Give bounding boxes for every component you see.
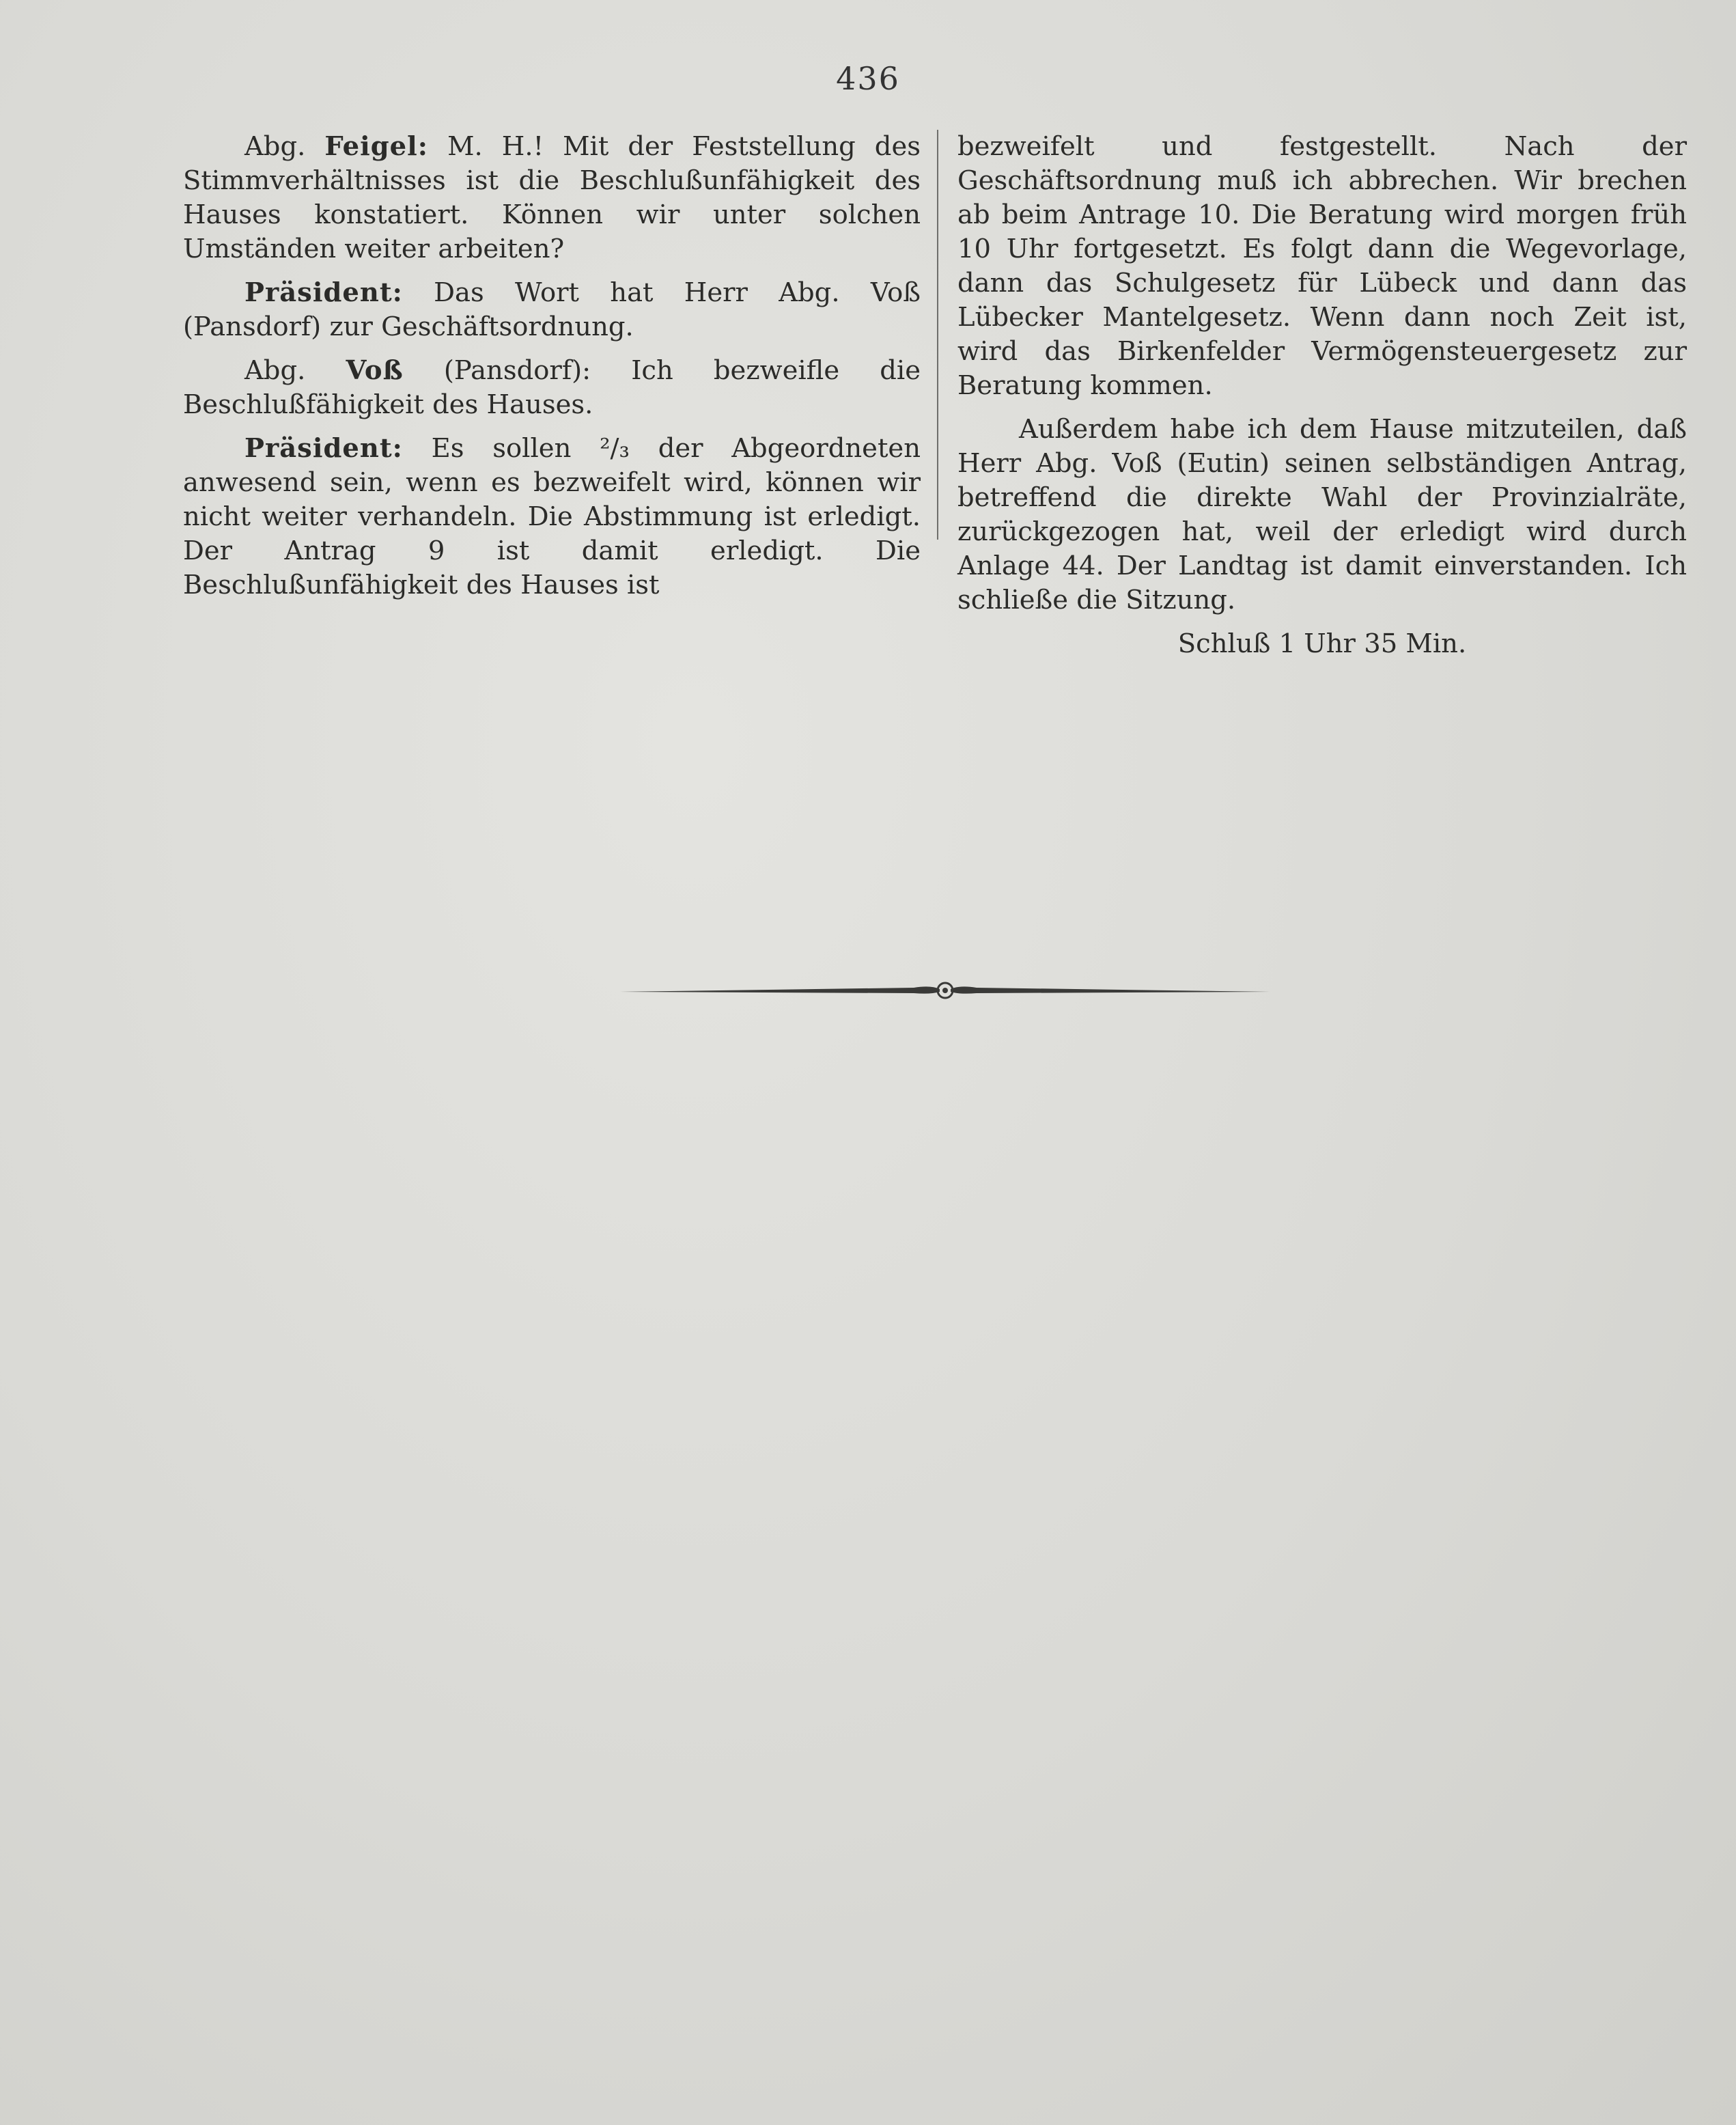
paragraph-continuation: bezweifelt und festgestellt. Nach der Geschäftsordnung muß ich abbrechen. Wir brechen ab beim Antrage 10. Die Beratung wird morgen früh 10 Uhr fortgesetzt. Es folgt dann die Wegevorlage, dann das Schulgesetz für Lübeck und dann das Lübecker Mantelgesetz. Wenn dann noch Zeit ist, wird das Birkenfelder Vermögensteuergesetz zur Beratung kommen.: [957, 131, 1687, 401]
paragraph-president-1: [183, 276, 921, 344]
speaker-name: Präsident:: [244, 433, 403, 464]
speaker-prefix: Abg.: [244, 355, 306, 386]
paragraph-feigel: [183, 130, 921, 266]
speaker-name: Feigel:: [324, 131, 429, 162]
column-divider: [937, 130, 938, 540]
paragraph-president-2: [183, 432, 921, 602]
paragraph-voss: [183, 354, 921, 422]
speaker-name: Voß: [346, 355, 404, 386]
page-number: 436: [836, 60, 900, 97]
paragraph-text: (Pansdorf): Ich bezweifle die Beschlußfähigkeit des Hauses.: [183, 355, 921, 420]
paragraph-announcement: Außerdem habe ich dem Hause mitzuteilen, daß Herr Abg. Voß (Eutin) seinen selbständigen Antrag, betreffend die direkte Wahl der Provinzialräte, zurückgezogen hat, weil der erledigt wird durch Anlage 44. Der Landtag ist damit einverstanden. Ich schließe die Sitzung.: [957, 414, 1687, 615]
closing-line: Schluß 1 Uhr 35 Min.: [1177, 628, 1467, 659]
paragraph-text: Das Wort hat Herr Abg. Voß (Pansdorf) zur Geschäftsordnung.: [183, 277, 921, 342]
paragraph-text: M. H.! Mit der Feststellung des Stimmverhältnisses ist die Beschlußunfähigkeit des Hauses konstatiert. Können wir unter solchen Umständen weiter arbeiten?: [183, 131, 921, 264]
ornament-divider: [620, 970, 1270, 1011]
paragraph-text: Es sollen ²/₃ der Abgeordneten anwesend sein, wenn es bezweifelt wird, können wir nicht weiter verhandeln. Die Abstimmung ist erledigt. Der Antrag 9 ist damit erledigt. Die Beschlußunfähigkeit des Hauses ist: [183, 433, 921, 600]
speaker-prefix: Abg.: [244, 131, 306, 162]
left-column: [183, 130, 921, 612]
speaker-name: Präsident:: [244, 277, 403, 308]
right-column: [957, 130, 1687, 688]
